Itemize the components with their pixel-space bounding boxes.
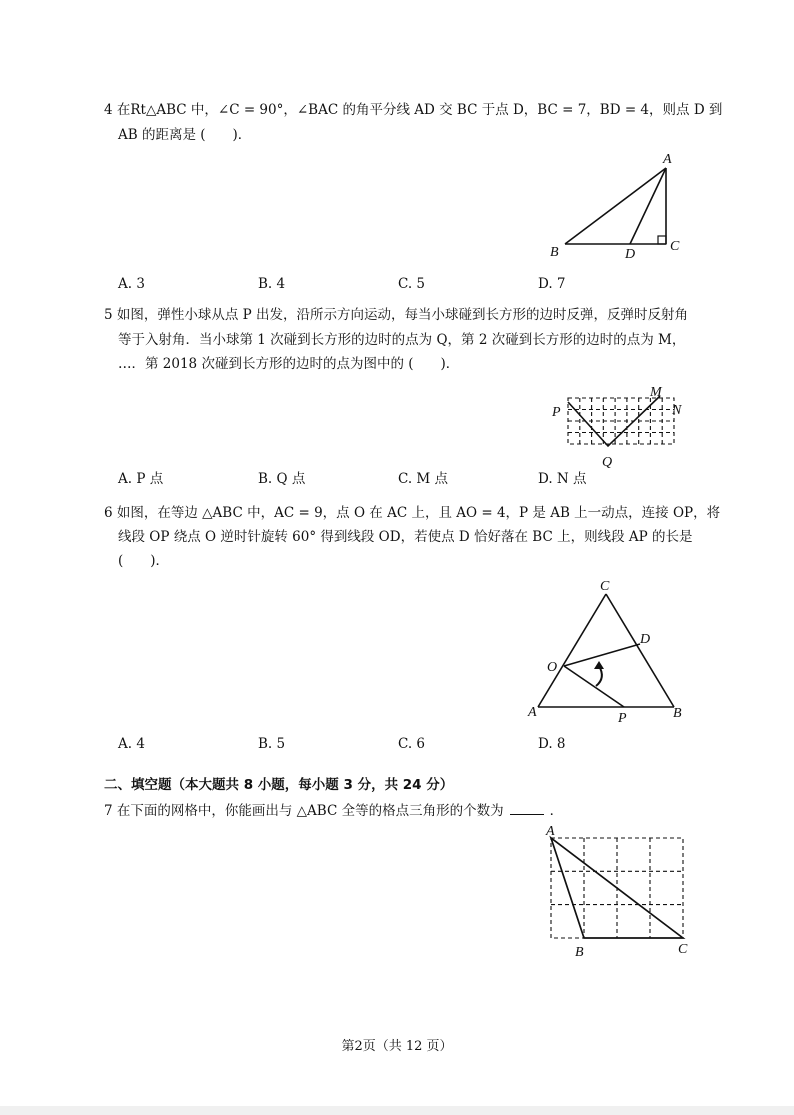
q6-label-a: A (528, 705, 537, 720)
q4-label-c: C (670, 239, 680, 254)
q5-option-c[interactable]: C. M 点 (398, 471, 449, 487)
q4-label-d: D (625, 247, 636, 262)
q7-label-b: B (575, 945, 584, 960)
q7-answer-blank[interactable] (510, 800, 544, 815)
q6-label-b: B (673, 706, 682, 721)
q4-option-c[interactable]: C. 5 (398, 276, 426, 292)
q4-option-a[interactable]: A. 3 (118, 276, 145, 292)
q5-text-line1: 5 如图，弹性小球从点 P 出发，沿所示方向运动，每当小球碰到长方形的边时反弹，反弹时反射角 (104, 307, 689, 323)
q5-label-n: N (672, 403, 682, 418)
q6-figure (520, 572, 695, 727)
q6-option-d[interactable]: D. 8 (538, 736, 566, 752)
q6-text-line1: 6 如图，在等边 △ABC 中，AC = 9，点 O 在 AC 上，且 AO = 4，P 是 AB 上一动点，连接 OP，将 (104, 505, 721, 521)
q5-figure (540, 380, 690, 470)
section-fill-in-heading: 二、填空题（本大题共 8 小题，每小题 3 分，共 24 分） (104, 777, 454, 793)
q4-label-a: A (663, 152, 672, 167)
q7-label-a: A (546, 824, 555, 839)
q5-label-m: M (650, 385, 662, 400)
q4-figure (540, 148, 690, 263)
q5-option-d[interactable]: D. N 点 (538, 471, 587, 487)
q6-text-line2: 线段 OP 绕点 O 逆时针旋转 60° 得到线段 OD，若使点 D 恰好落在 BC 上，则线段 AP 的长是 (118, 529, 693, 545)
q5-text-line3: …．第 2018 次碰到长方形的边时的点为图中的 ( )． (118, 356, 460, 372)
q6-option-c[interactable]: C. 6 (398, 736, 426, 752)
q7-text-line1 (104, 800, 563, 821)
q6-label-p: P (618, 711, 627, 726)
q5-option-a[interactable]: A. P 点 (118, 471, 164, 487)
q4-text-line2: AB 的距离是 ( )． (118, 127, 252, 143)
q5-label-q: Q (602, 455, 613, 470)
q7-suffix: ． (549, 803, 564, 819)
q6-text-line3: ( )． (118, 553, 170, 569)
q6-label-c: C (600, 579, 610, 594)
q4-option-d[interactable]: D. 7 (538, 276, 566, 292)
page-footer: 第2页（共 12 页） (341, 1039, 453, 1054)
q7-figure (535, 822, 700, 962)
bottom-scroll-strip (0, 1106, 794, 1115)
q4-option-b[interactable]: B. 4 (258, 276, 286, 292)
q4-label-b: B (550, 245, 559, 260)
q6-label-d: D (640, 632, 651, 647)
q5-label-p: P (552, 405, 561, 420)
q7-text: 7 在下面的网格中，你能画出与 △ABC 全等的格点三角形的个数为 (104, 803, 504, 819)
q5-option-b[interactable]: B. Q 点 (258, 471, 306, 487)
q6-label-o: O (547, 660, 558, 675)
q5-text-line2: 等于入射角．当小球第 1 次碰到长方形的边时的点为 Q，第 2 次碰到长方形的边时的点为 M， (118, 332, 686, 348)
q6-option-a[interactable]: A. 4 (118, 736, 145, 752)
q7-label-c: C (678, 942, 688, 957)
q6-option-b[interactable]: B. 5 (258, 736, 286, 752)
q4-text-line1: 4 在Rt△ABC 中，∠C = 90°，∠BAC 的角平分线 AD 交 BC 于点 D，BC = 7，BD = 4，则点 D 到 (104, 102, 723, 118)
